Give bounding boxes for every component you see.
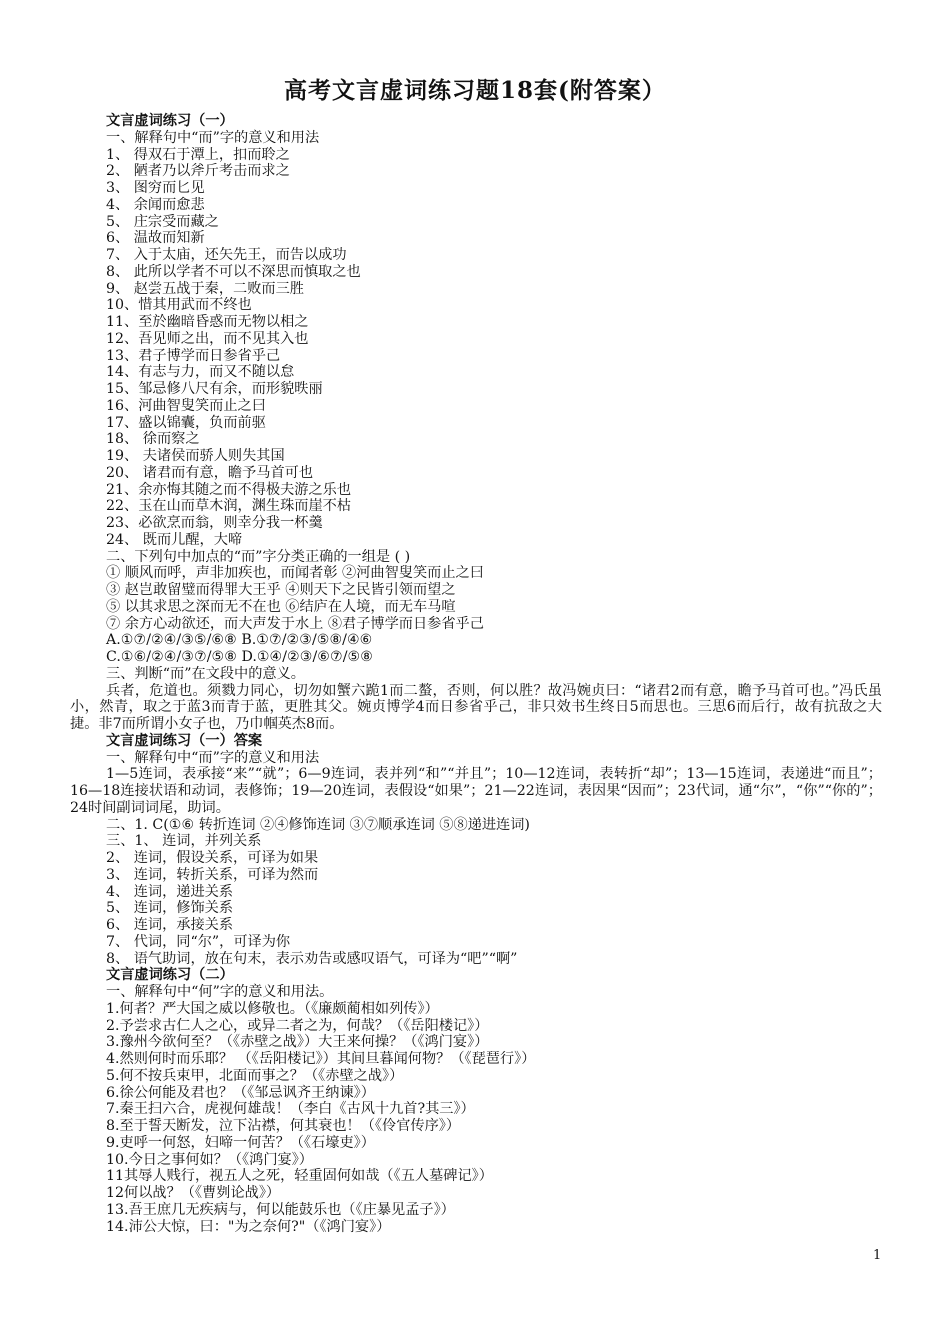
section-heading: 文言虚词练习（一）答案	[106, 732, 263, 749]
text-line: 2.予尝求古仁人之心，或异二者之为，何哉？（《岳阳楼记》）	[106, 1017, 489, 1034]
text-line: 6、 连词，承接关系	[106, 917, 234, 933]
text-line: 19、 夫诸侯而骄人则失其国	[106, 448, 285, 464]
text-line: 一、解释句中“而”字的意义和用法	[106, 129, 320, 146]
text-line: 20、 诸君而有意，瞻予马首可也	[106, 464, 314, 481]
text-line: 三、判断“而”在文段中的意义。	[106, 665, 305, 682]
text-line: 13.吾王庶几无疾病与，何以能鼓乐也（《庄暴见孟子》）	[106, 1201, 455, 1218]
text-line: 9、 赵尝五战于秦，二败而三胜	[106, 280, 304, 297]
text-line: 6.徐公何能及君也？（《邹忌讽齐王纳谏》）	[106, 1084, 375, 1101]
section-heading: 文言虚词练习（二）	[106, 967, 234, 984]
text-line: 9.吏呼一何怒，妇啼一何苦？（《石壕吏》）	[106, 1134, 375, 1151]
paragraph: 1—5连词，表承接“来”“就”；6—9连词，表并列“和”“并且”；10—12连词，表转折“却”；13—15连词，表递进“而且”；16—18连接状语和动词，表修饰；19—20连词，表假设“如果”；21—22连词，表因果“因而”；23代词，通“尔”，“你”“你的”；24时间副词词尾，助词。	[70, 766, 882, 816]
text-line: 2、 陋者乃以斧斤考击而求之	[106, 163, 290, 180]
text-line: 8、 语气助词，放在句末，表示劝告或感叹语气，可译为“吧”“啊”	[106, 950, 518, 967]
text-line: 1.何者？严大国之威以修敬也。（《廉颇蔺相如列传》）	[106, 1000, 439, 1017]
text-line: 15、邹忌修八尺有余，而形貌昳丽	[106, 381, 323, 397]
text-line: 21、余亦悔其随之而不得极夫游之乐也	[106, 481, 352, 498]
text-line: 二、下列句中加点的“而”字分类正确的一组是 ( )	[106, 548, 411, 565]
text-line: 2、 连词，假设关系，可译为如果	[106, 850, 319, 866]
text-line: 12、吾见师之出，而不见其入也	[106, 330, 309, 347]
text-line: 5、 庄宗受而藏之	[106, 213, 219, 230]
text-line: 22、玉在山而草木润，渊生珠而崖不枯	[106, 498, 352, 515]
text-line: 24、 既而儿醒，大啼	[106, 531, 243, 548]
text-line: 18、 徐而察之	[106, 431, 200, 448]
text-line: 10.今日之事何如？（《鸿门宴》）	[106, 1151, 313, 1168]
text-line: A.①⑦/②④/③⑤/⑥⑧ B.①⑦/②③/⑤⑧/④⑥	[106, 632, 373, 649]
document-body	[70, 113, 882, 1235]
text-line: 4、 余闻而愈悲	[106, 196, 205, 213]
text-line: 17、盛以锦囊，负而前驱	[106, 414, 266, 431]
text-line: 3、 图穷而匕见	[106, 180, 205, 196]
text-line: 10、惜其用武而不终也	[106, 297, 252, 314]
paragraph: 兵者，危道也。须戮力同心，切勿如蟹六跪1而二螯，否则，何以胜？故冯婉贞曰：“诸君2而有意，瞻予马首可也。”冯氏虽小，然青，取之于蓝3而青于蓝，更胜其父。婉贞博学4而日参省乎己，非只效书生终日5而思也。三思6而后行，故有抗敌之大捷。非7而所谓小女子也，乃巾帼英杰8而。	[70, 682, 882, 732]
text-line: 7、 入于太庙，还矢先王，而告以成功	[106, 247, 347, 263]
document-title: 高考文言虚词练习题18套(附答案）	[284, 77, 666, 104]
text-line: 二、1. C(①⑥ 转折连词 ②④修饰连词 ③⑦顺承连词 ⑤⑧递进连词)	[106, 816, 530, 833]
text-line: 3.豫州今欲何至？（《赤壁之战》）大王来何操？（《鸿门宴》）	[106, 1034, 489, 1051]
text-line: 23、必欲烹而翁，则幸分我一杯羹	[106, 515, 323, 531]
text-line: 一、解释句中“而”字的意义和用法	[106, 749, 320, 766]
text-line: 11其辱人贱行，视五人之死，轻重固何如哉（《五人墓碑记》）	[106, 1168, 493, 1185]
text-line: 16、河曲智叟笑而止之曰	[106, 397, 266, 414]
text-line: 5、 连词，修饰关系	[106, 900, 234, 917]
text-line: 11、至於幽暗昏惑而无物以相之	[106, 314, 309, 330]
text-line: 14.沛公大惊，曰："为之奈何?"（《鸿门宴》）	[106, 1218, 391, 1235]
page-number: 1	[873, 1248, 882, 1263]
text-line: ⑤ 以其求思之深而无不在也 ⑥结庐在人境，而无车马喧	[106, 598, 456, 615]
text-line: 14、有志与力，而又不随以怠	[106, 364, 295, 381]
text-line: ⑦ 余方心动欲还，而大声发于水上 ⑧君子博学而日参省乎己	[106, 615, 484, 632]
text-line: C.①⑥/②④/③⑦/⑤⑧ D.①④/②③/⑥⑦/⑤⑧	[106, 649, 373, 665]
text-line: 7.秦王扫六合，虎视何雄哉！（李白《古风十九首?其三》）	[106, 1101, 475, 1118]
text-line: 13、君子博学而日参省乎己	[106, 347, 281, 364]
text-line: 3、 连词，转折关系，可译为然而	[106, 866, 319, 883]
text-line: ① 顺风而呼，声非加疾也，而闻者彰 ②河曲智叟笑而止之曰	[106, 565, 484, 582]
text-line: 5.何不按兵束甲，北面而事之？（《赤壁之战》）	[106, 1067, 404, 1084]
text-line: 8.至于誓天断发，泣下沾襟，何其衰也！（《伶官传序》）	[106, 1118, 461, 1134]
text-line: 三、1、 连词，并列关系	[106, 833, 262, 850]
section-heading: 文言虚词练习（一）	[106, 113, 234, 129]
text-line: ③ 赵岂敢留璧而得罪大王乎 ④则天下之民皆引领而望之	[106, 582, 456, 598]
text-line: 1、 得双石于潭上，扣而聆之	[106, 146, 290, 163]
text-line: 8、 此所以学者不可以不深思而慎取之也	[106, 263, 361, 280]
text-line: 12何以战？（《曹刿论战》）	[106, 1185, 281, 1201]
text-line: 6、 温故而知新	[106, 230, 205, 247]
text-line: 7、 代词，同“尔”，可译为你	[106, 933, 291, 950]
text-line: 4.然则何时而乐耶？ （《岳阳楼记》）其间旦暮闻何物？（《琵琶行》）	[106, 1051, 536, 1067]
text-line: 一、解释句中“何”字的意义和用法。	[106, 984, 334, 1000]
text-line: 4、 连词，递进关系	[106, 883, 234, 900]
